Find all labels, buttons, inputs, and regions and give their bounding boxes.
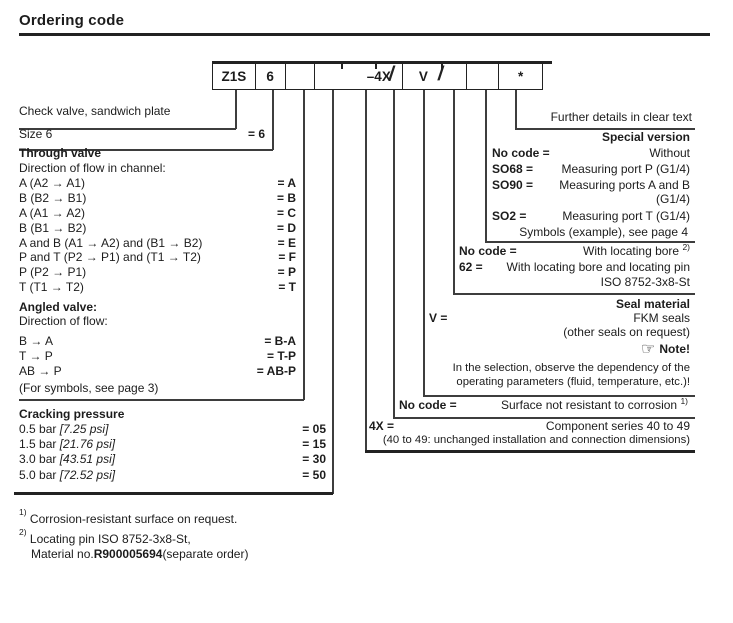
code-cell-flow — [286, 64, 316, 89]
flow-row: B (B1 → B2) = D — [19, 221, 296, 235]
note-text-line2: operating parameters (fluid, temperature, etc.)! — [456, 376, 690, 388]
code-slash-icon: / — [387, 63, 397, 85]
page-title: Ordering code — [19, 12, 125, 29]
connector-cracking — [332, 90, 334, 494]
check-valve-text: Check valve, sandwich plate — [19, 104, 171, 118]
locating-row: ISO 8752-3x8-St — [600, 275, 690, 289]
special-row: SO68 = Measuring port P (G1/4) — [492, 162, 690, 176]
special-row: No code = Without — [492, 146, 690, 160]
ordering-code-boxes — [212, 63, 543, 90]
locating-row: No code = With locating bore $^{2)}$ — [459, 242, 690, 258]
connector-locating — [453, 90, 455, 294]
flow-row: A and B (A1 → A2) and (B1 → B2) = E — [19, 236, 296, 250]
flow-row: A (A2 → A1) = A — [19, 176, 296, 190]
bracket-seal-bottom — [423, 395, 695, 397]
series-note: (40 to 49: unchanged installation and connection dimensions) — [382, 434, 690, 446]
code-cell-series: –4X — [315, 64, 402, 89]
seal-row: V = FKM seals — [429, 311, 690, 325]
seal-material-heading: Seal material — [615, 297, 690, 311]
flow-row: B → A = B-A — [19, 334, 296, 348]
cracking-pressure-heading: Cracking pressure — [19, 407, 125, 421]
bracket-cracking-bottom — [14, 492, 333, 495]
through-valve-heading: Through valve — [19, 146, 102, 160]
special-version-heading: Special version — [601, 130, 690, 144]
flow-row: B (B2 → B1) = B — [19, 191, 296, 205]
size-label: Size 6 — [19, 127, 53, 141]
cracking-row: 3.0 bar [43.51 psi] = 30 — [19, 452, 326, 466]
note-callout — [429, 342, 690, 357]
connector-surface — [393, 90, 395, 418]
code-slash-icon: / — [436, 63, 446, 85]
flow-row: A (A1 → A2) = C — [19, 206, 296, 220]
title-rule — [19, 33, 710, 36]
bracket-flow-bottom — [19, 399, 304, 401]
note-title: Note! — [659, 342, 690, 356]
cracking-row: 1.5 bar [21.76 psi] = 15 — [19, 437, 326, 451]
symbols-note-right: Symbols (example), see page 4 — [519, 225, 688, 239]
code-cell-size: 6 — [256, 64, 286, 89]
angled-valve-heading: Angled valve: — [19, 300, 98, 314]
angled-valve-subheading: Direction of flow: — [19, 314, 108, 328]
connector-special — [485, 90, 487, 242]
pointing-hand-icon: ☞ — [640, 341, 656, 358]
special-row: SO2 = Measuring port T (G1/4) — [492, 209, 690, 223]
code-cell-locating — [467, 64, 500, 89]
flow-row: T → P = T-P — [19, 349, 296, 363]
special-row: (G1/4) — [655, 192, 690, 206]
flow-row: T (T1 → T2) = T — [19, 280, 296, 294]
seal-other-note: (other seals on request) — [563, 325, 690, 339]
connector-flow — [303, 90, 305, 400]
code-cell-special: * — [518, 69, 524, 84]
size-code: = 6 — [247, 127, 265, 141]
bracket-series-bottom — [365, 450, 695, 453]
cracking-row: 0.5 bar [7.25 psi] = 05 — [19, 422, 326, 436]
footnote-2-line2: Material no. R900005694 (separate order) — [31, 547, 249, 561]
code-cell-seal: V — [403, 64, 467, 89]
locating-row: 62 = With locating bore and locating pin — [459, 260, 690, 274]
through-valve-subheading: Direction of flow in channel: — [19, 161, 166, 175]
flow-row: AB → P = AB-P — [19, 364, 296, 378]
footnote-2: 2) Locating pin ISO 8752-3x8-St, — [19, 527, 191, 546]
code-row-tick — [375, 64, 377, 69]
flow-row: P and T (P2 → P1) and (T1 → T2) = F — [19, 250, 296, 264]
cracking-row: 5.0 bar [72.52 psi] = 50 — [19, 468, 326, 482]
connector-seal — [423, 90, 425, 396]
further-details-label: Further details in clear text — [550, 110, 692, 124]
surface-row: No code = Surface not resistant to corrosion $^{1)}$ — [399, 396, 688, 412]
note-text-line1: In the selection, observe the dependency of the — [452, 362, 690, 374]
symbols-note-left: (For symbols, see page 3) — [19, 381, 159, 395]
code-row-tick — [341, 64, 343, 69]
code-cell-type: Z1S — [213, 64, 256, 89]
connector-size — [272, 90, 274, 150]
series-row: 4X = Component series 40 to 49 — [369, 419, 690, 433]
special-row: SO90 = Measuring ports A and B — [492, 178, 690, 192]
bracket-locating-bottom — [453, 293, 695, 295]
flow-row: P (P2 → P1) = P — [19, 265, 296, 279]
connector-check-valve — [235, 90, 237, 129]
size-row — [19, 127, 265, 142]
check-valve-label — [19, 104, 229, 119]
bracket-special-bottom — [485, 241, 695, 243]
footnote-1: 1) Corrosion-resistant surface on request. — [19, 507, 238, 526]
connector-series — [365, 90, 367, 452]
